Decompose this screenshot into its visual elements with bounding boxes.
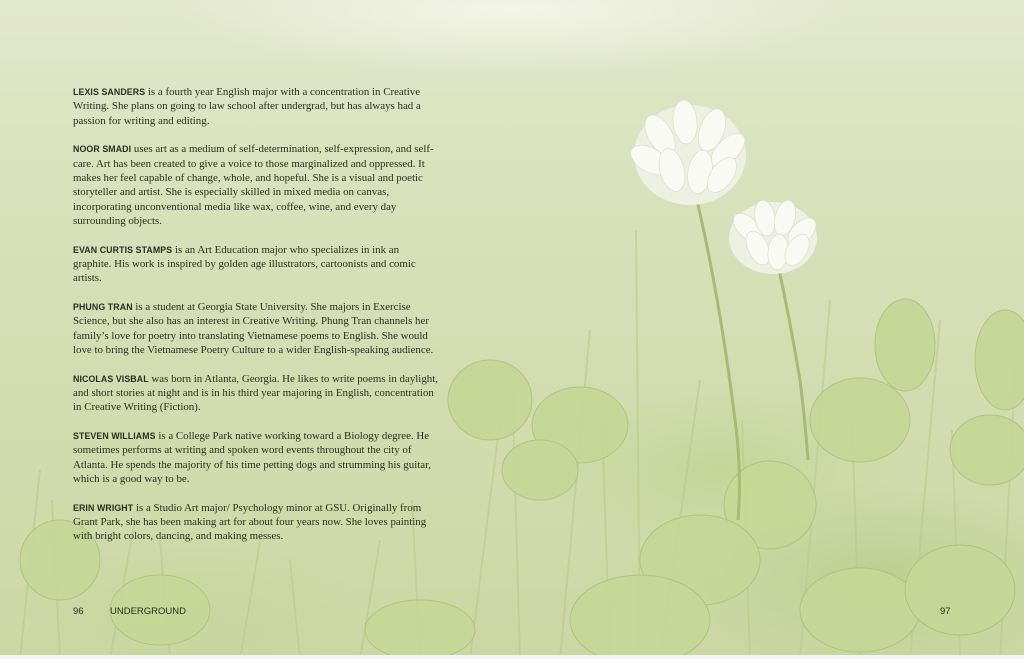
publication-name: UNDERGROUND [110, 606, 186, 617]
bio-text: is a student at Georgia State University. She majors in Exercise Science, but she also has an interest in Creative Writing. Phung Tran channels her family’s love for poetry into translating Vietnamese poems to English. She would love to bring the Vietnamese Poetry Culture to a wider English-speaking audience. [73, 301, 434, 356]
bio-name: PHUNG TRAN [73, 302, 133, 313]
page-bottom-edge [0, 655, 1024, 659]
bio-name: NOOR SMADI [73, 144, 132, 155]
bio-text: is an Art Education major who specializes in ink an graphite. His work is inspired by golden age illustrators, cartoonists and comic artists. [73, 243, 416, 285]
bio-name: LEXIS SANDERS [73, 87, 146, 97]
bio-name: NICOLAS VISBAL [73, 373, 149, 384]
bio-text: is a fourth year English major with a concentration in Creative Writing. She plans on going to law school after undergrad, but has always had a passion for writing and editing. [73, 86, 421, 127]
bio-steven-williams [73, 429, 439, 486]
bio-text: is a College Park native working toward a Biology degree. He sometimes performs at writing and spoken word events throughout the city of Atlanta. He spends the majority of his time petting dogs and strumming his guitar, which is a good way to be. [73, 430, 431, 486]
bio-evan-curtis-stamps [73, 243, 439, 286]
bio-name: ERIN WRIGHT [73, 502, 134, 513]
bio-text: uses art as a medium of self-determination, self-expression, and self-care. Art has been created to give a voice to those marginalized and oppressed. It makes her feel capable of change, whole, and hopeful. She is a visual and poetic storyteller and artist. She is especially skilled in mixed media on canvas, incorporating unconventional media like wax, coffee, wine, and every day surrounding objects. [73, 143, 434, 227]
bio-lexis-sanders [73, 85, 439, 128]
contributor-bios [73, 85, 439, 558]
left-page-number: 96 [73, 606, 84, 617]
bio-text: was born in Atlanta, Georgia. He likes to write poems in daylight, and short stories at night and is in his third year majoring in English, concentration in Creative Writing (Fiction). [73, 372, 438, 414]
bio-noor-smadi [73, 142, 439, 228]
bio-name: STEVEN WILLIAMS [73, 431, 156, 442]
bio-erin-wright [73, 501, 439, 544]
clover-flower-large [626, 99, 751, 205]
bio-name: EVAN CURTIS STAMPS [73, 244, 173, 255]
clover-flower-small [728, 198, 821, 274]
bio-nicolas-visbal [73, 372, 439, 415]
bio-text: is a Studio Art major/ Psychology minor at GSU. Originally from Grant Park, she has been making art for about four years now. She loves painting with bright colors, dancing, and making messes. [73, 501, 427, 543]
right-page-number: 97 [940, 606, 951, 617]
bio-phung-tran [73, 300, 439, 357]
